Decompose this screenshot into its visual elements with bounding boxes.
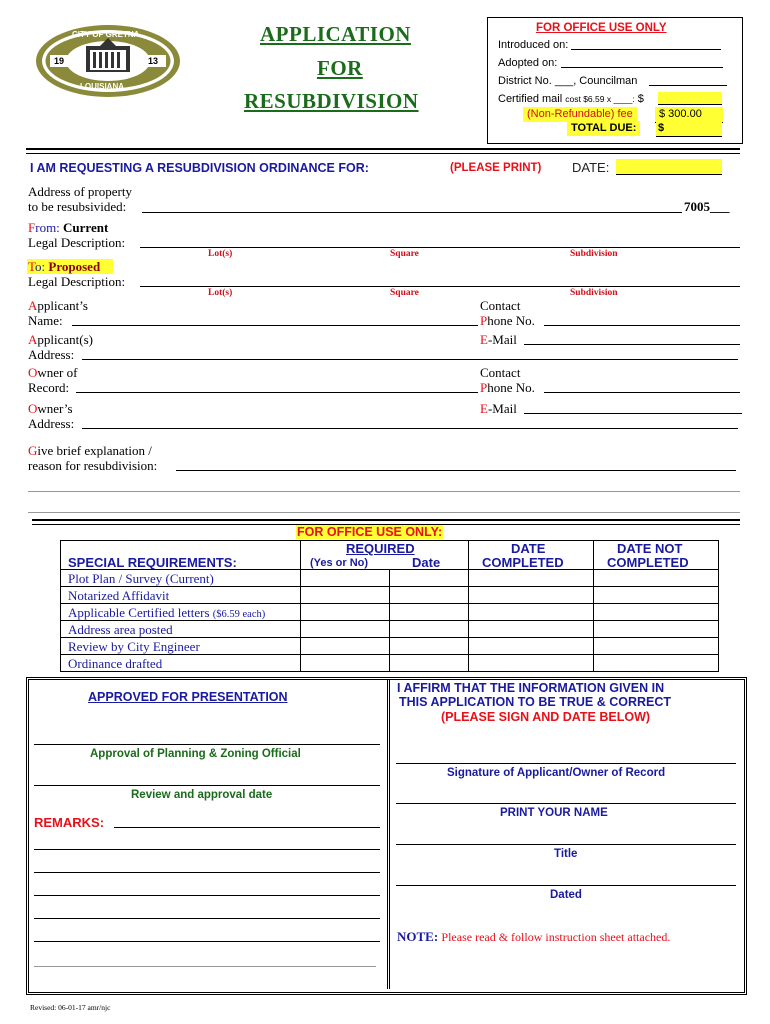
applicant-name-label-2: Name: <box>28 313 63 328</box>
date-not-header-2: COMPLETED <box>607 555 689 570</box>
applicant-addr-rest: pplicant(s) <box>37 332 93 347</box>
seal-left-year: 19 <box>54 56 65 66</box>
applicant-phone-first: P <box>480 313 488 328</box>
applicant-phone-label <box>480 313 535 328</box>
from-legal-field[interactable] <box>140 247 740 248</box>
explain-field-1[interactable] <box>176 470 736 471</box>
seal-bottom-text: LOUISIANA <box>80 82 124 91</box>
print-name-line[interactable] <box>396 803 736 804</box>
dated-line[interactable] <box>396 885 736 886</box>
yes-no-header: (Yes or No) <box>310 557 369 569</box>
owner-email-field[interactable] <box>524 413 742 414</box>
explain-field-2[interactable] <box>28 491 740 492</box>
owner-address-label-2: Address: <box>28 416 75 431</box>
fee-label: (Non-Refundable) fee <box>523 107 637 122</box>
req-label-ordinance: Ordinance drafted <box>68 656 163 671</box>
req-label-plot: Plot Plan / Survey (Current) <box>68 571 214 586</box>
title-line[interactable] <box>396 844 736 845</box>
req-certified-text: Applicable Certified letters <box>68 605 210 620</box>
date-field[interactable] <box>616 159 722 175</box>
date-header: Date <box>412 555 441 570</box>
date-completed-header-2: COMPLETED <box>482 555 564 570</box>
applicant-phone-rest: hone No. <box>487 313 535 328</box>
request-text: I AM REQUESTING A RESUBDIVISION ORDINANCE FOR: <box>30 161 369 175</box>
remarks-line-1[interactable] <box>114 827 380 828</box>
top-separator <box>26 148 740 154</box>
owner-email-first: E <box>480 401 488 416</box>
applicant-addr-first: A <box>28 332 38 347</box>
from-label <box>28 220 108 235</box>
office-use-2-header: FOR OFFICE USE ONLY: <box>297 525 443 539</box>
approved-heading: APPROVED FOR PRESENTATION <box>88 690 288 704</box>
certified-label <box>498 92 644 107</box>
special-header: SPECIAL REQUIREMENTS: <box>68 555 237 570</box>
required-header: REQUIRED <box>346 541 415 556</box>
date-not-header-1: DATE NOT <box>617 541 683 556</box>
signature-label: Signature of Applicant/Owner of Record <box>447 767 666 779</box>
explain-label-1 <box>28 443 152 458</box>
note <box>397 929 670 945</box>
req-row-3 <box>60 603 718 604</box>
req-label-engineer: Review by City Engineer <box>68 639 200 654</box>
total-due-field[interactable]: $ <box>656 121 722 137</box>
owner-address-field[interactable] <box>82 428 738 429</box>
address-field[interactable] <box>142 212 682 213</box>
explain-first: G <box>28 443 38 458</box>
fee-value: $ 300.00 <box>655 107 723 123</box>
applicant-contact-label: Contact <box>480 298 521 313</box>
applicant-address-field[interactable] <box>82 359 738 360</box>
approval-official-line[interactable] <box>34 744 380 745</box>
affirm-line-1: I AFFIRM THAT THE INFORMATION GIVEN IN <box>397 681 665 695</box>
applicant-address-label-1 <box>28 332 93 347</box>
date-completed-header-1: DATE <box>511 541 546 556</box>
date-label: DATE: <box>572 160 610 175</box>
owner-first: O <box>28 365 38 380</box>
title-line3: RESUBDIVISION <box>244 89 419 113</box>
address-label-2: to be resubsivided: <box>28 199 127 214</box>
zip-prefix[interactable]: 7005___ <box>684 199 730 214</box>
owner-phone-field[interactable] <box>544 392 740 393</box>
applicant-first: A <box>28 298 38 313</box>
req-row-4 <box>60 620 718 621</box>
note-label: NOTE: <box>397 929 439 944</box>
req-col-divider-1 <box>300 540 301 671</box>
revised-note: Revised: 06-01-17 amr/njc <box>30 1003 111 1012</box>
councilman-line[interactable] <box>649 85 727 86</box>
to-legal-label: Legal Description: <box>28 274 126 289</box>
applicant-name-label-1 <box>28 298 88 313</box>
certified-dollar: $ <box>637 93 644 105</box>
from-square-caption: Square <box>390 249 419 259</box>
remarks-line-3[interactable] <box>34 872 380 873</box>
explain-label-2: reason for resubdivision: <box>28 458 158 473</box>
remarks-line-6[interactable] <box>34 941 380 942</box>
req-row-2 <box>60 586 718 587</box>
proposed-label: Proposed <box>48 259 101 274</box>
owner-record-label-2: Record: <box>28 380 70 395</box>
to-rest: o: <box>35 259 46 274</box>
applicant-email-field[interactable] <box>524 344 740 345</box>
owner-addr-rest: wner’s <box>37 401 73 416</box>
owner-contact-label: Contact <box>480 365 521 380</box>
seal-top-text: CITY OF GRETNA <box>72 30 140 39</box>
to-legal-field[interactable] <box>140 286 740 287</box>
to-square-caption: Square <box>390 288 419 298</box>
req-col-divider-2 <box>468 540 469 671</box>
owner-rest: wner of <box>37 365 78 380</box>
current-label: Current <box>63 220 109 235</box>
introduced-line[interactable] <box>571 49 721 50</box>
adopted-line[interactable] <box>561 67 723 68</box>
certified-small: cost $6.59 x ____: <box>565 94 635 104</box>
req-row-5 <box>60 637 718 638</box>
please-print: (PLEASE PRINT) <box>450 162 542 174</box>
adopted-label: Adopted on: <box>498 57 558 69</box>
req-row-1 <box>60 569 718 570</box>
print-name-label: PRINT YOUR NAME <box>500 807 608 819</box>
certified-amount-field[interactable] <box>658 92 722 105</box>
owner-email-rest: -Mail <box>487 401 517 416</box>
applicant-rest: pplicant’s <box>37 298 88 313</box>
remarks-line-4[interactable] <box>34 895 380 896</box>
total-due-label: TOTAL DUE: <box>567 121 640 136</box>
title-line1: APPLICATION <box>260 22 411 46</box>
owner-record-label-1 <box>28 365 77 380</box>
to-lots-caption: Lot(s) <box>208 288 233 298</box>
from-subdivision-caption: Subdivision <box>570 249 618 259</box>
owner-phone-first: P <box>480 380 488 395</box>
address-label-1: Address of property <box>28 184 132 199</box>
req-label-posted: Address area posted <box>68 622 173 637</box>
dated-label: Dated <box>550 889 582 901</box>
applicant-name-field[interactable] <box>72 325 478 326</box>
owner-phone-rest: hone No. <box>487 380 535 395</box>
signature-line[interactable] <box>396 763 736 764</box>
district-label: District No. ___, Councilman <box>498 75 638 87</box>
approval-official-label: Approval of Planning & Zoning Official <box>90 748 301 760</box>
review-date-label: Review and approval date <box>131 789 273 801</box>
explain-field-3[interactable] <box>28 512 740 513</box>
req-certified-small: ($6.59 each) <box>212 609 266 620</box>
from-legal-label: Legal Description: <box>28 235 126 250</box>
title-line2: FOR <box>317 56 363 80</box>
owner-addr-first: O <box>28 401 38 416</box>
applicant-phone-field[interactable] <box>544 325 740 326</box>
from-lots-caption: Lot(s) <box>208 249 233 259</box>
from-rest: rom: <box>35 220 60 235</box>
remarks-line-5[interactable] <box>34 918 380 919</box>
from-first: F <box>28 220 36 235</box>
remarks-line-7[interactable] <box>34 966 376 967</box>
applicant-email-label <box>480 332 517 347</box>
owner-email-label <box>480 401 517 416</box>
to-first: T <box>28 259 36 274</box>
explain-rest: ive brief explanation / <box>37 443 152 458</box>
applicant-email-first: E <box>480 332 488 347</box>
office-use-header: FOR OFFICE USE ONLY <box>536 22 667 34</box>
req-label-affidavit: Notarized Affidavit <box>68 588 170 603</box>
certified-prefix: Certified mail <box>498 93 563 105</box>
bottom-divider <box>387 679 390 989</box>
affirm-line-3: (PLEASE SIGN AND DATE BELOW) <box>441 710 651 724</box>
req-col-divider-3 <box>593 540 594 671</box>
city-seal <box>34 24 182 98</box>
owner-record-field[interactable] <box>76 392 478 393</box>
note-text: Please read & follow instruction sheet attached. <box>441 930 671 944</box>
applicant-address-label-2: Address: <box>28 347 75 362</box>
req-row-6 <box>60 654 718 655</box>
title-label: Title <box>554 848 578 860</box>
review-date-line[interactable] <box>34 785 380 786</box>
affirm-line-2: THIS APPLICATION TO BE TRUE & CORRECT <box>399 695 671 709</box>
to-label <box>28 259 100 274</box>
seal-right-year: 13 <box>148 56 159 66</box>
applicant-email-rest: -Mail <box>487 332 517 347</box>
introduced-label: Introduced on: <box>498 39 569 51</box>
to-subdivision-caption: Subdivision <box>570 288 618 298</box>
remarks-line-2[interactable] <box>34 849 380 850</box>
owner-address-label-1 <box>28 401 73 416</box>
remarks-label: REMARKS: <box>34 815 105 830</box>
owner-phone-label <box>480 380 535 395</box>
